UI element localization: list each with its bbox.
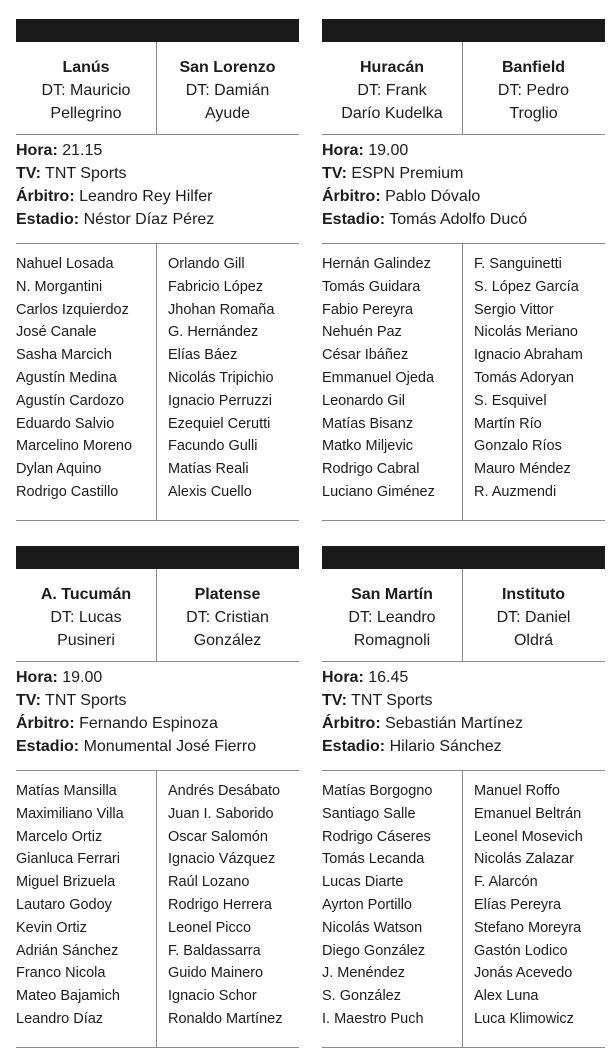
player: César Ibáñez xyxy=(322,347,409,364)
away-lineup xyxy=(157,244,298,520)
away-lineup xyxy=(157,771,298,1047)
player: S. Esquivel xyxy=(474,392,547,409)
player: Gianluca Ferrari xyxy=(16,851,120,868)
home-coach: DT: Frank xyxy=(357,82,427,99)
teams-row xyxy=(322,569,605,662)
card-header-bar xyxy=(16,19,299,42)
info-arbitro: Árbitro: Fernando Espinoza xyxy=(16,715,218,732)
player: Matías Reali xyxy=(168,461,249,478)
player: Alexis Cuello xyxy=(168,483,252,500)
player: Orlando Gill xyxy=(168,256,245,272)
player: Stefano Moreyra xyxy=(474,919,582,936)
player: Matías Borgogno xyxy=(322,783,433,799)
match-info xyxy=(16,135,299,244)
lineups xyxy=(16,244,299,521)
home-coach-name: Pellegrino xyxy=(50,105,122,122)
teams-row xyxy=(16,569,299,662)
away-coach: DT: Daniel xyxy=(496,609,571,626)
lineups xyxy=(322,244,605,521)
player: Marcelino Moreno xyxy=(16,438,133,455)
player: Sergio Vittor xyxy=(474,301,554,318)
player: Luciano Giménez xyxy=(322,483,435,500)
home-coach: DT: Leandro xyxy=(348,609,436,626)
match-card xyxy=(322,546,605,1048)
card-header-bar xyxy=(16,546,299,569)
info-arbitro: Árbitro: Sebastián Martínez xyxy=(322,715,523,732)
player: Sasha Marcich xyxy=(16,347,112,364)
player: Tomás Guidara xyxy=(322,278,421,295)
player: Alex Luna xyxy=(474,988,539,1005)
player: Mauro Méndez xyxy=(474,461,571,478)
info-tv: TV: TNT Sports xyxy=(322,692,433,709)
player: Ronaldo Martínez xyxy=(168,1010,283,1027)
player: I. Maestro Puch xyxy=(322,1010,424,1027)
info-arbitro: Árbitro: Leandro Rey Hilfer xyxy=(16,188,213,205)
info-hora: Hora: 19.00 xyxy=(16,669,103,686)
player: Franco Nicola xyxy=(16,965,106,982)
player: Juan I. Saborido xyxy=(168,805,274,822)
player: J. Menéndez xyxy=(322,965,406,982)
home-team xyxy=(16,42,157,134)
home-team-name: A. Tucumán xyxy=(40,586,132,603)
away-coach-name: Troglio xyxy=(509,105,558,122)
away-team-name: Banfield xyxy=(501,59,566,76)
info-tv: TV: TNT Sports xyxy=(16,165,127,182)
teams-row xyxy=(16,42,299,135)
player: Andrés Desábato xyxy=(168,783,281,799)
away-coach-name: Oldrá xyxy=(513,632,554,649)
away-coach-name: González xyxy=(193,632,262,649)
card-header-bar xyxy=(322,546,605,569)
player: Ayrton Portillo xyxy=(322,896,412,913)
player: Gastón Lodico xyxy=(474,942,568,959)
player: Ignacio Vázquez xyxy=(168,851,276,868)
info-hora: Hora: 16.45 xyxy=(322,669,409,686)
player: Dylan Aquino xyxy=(16,461,102,478)
home-coach: DT: Mauricio xyxy=(41,82,131,99)
player: Leonel Mosevich xyxy=(474,828,583,845)
home-coach: DT: Lucas xyxy=(50,609,122,626)
player: Luca Klimowicz xyxy=(474,1010,574,1027)
player: Santiago Salle xyxy=(322,805,416,822)
info-hora: Hora: 21.15 xyxy=(16,142,103,159)
info-tv: TV: TNT Sports xyxy=(16,692,127,709)
match-card xyxy=(16,546,299,1048)
player: Nahuel Losada xyxy=(16,256,114,272)
player: Nicolás Tripichio xyxy=(168,369,274,386)
player: Martín Río xyxy=(474,415,542,432)
teams-row xyxy=(322,42,605,135)
player: Rodrigo Herrera xyxy=(168,896,272,913)
player: Lautaro Godoy xyxy=(16,896,112,913)
player: Carlos Izquierdoz xyxy=(16,301,129,318)
player: Nicolás Watson xyxy=(322,919,423,936)
card-header-bar xyxy=(322,19,605,42)
away-team xyxy=(463,569,604,661)
away-team-name: Platense xyxy=(194,586,261,603)
player: Ignacio Schor xyxy=(168,988,257,1005)
player: Agustín Medina xyxy=(16,369,117,386)
player: F. Alarcón xyxy=(474,874,538,891)
player: F. Sanguinetti xyxy=(474,256,562,272)
player: Diego González xyxy=(322,942,426,959)
home-coach-name: Darío Kudelka xyxy=(341,105,443,122)
player: Ignacio Abraham xyxy=(474,347,583,364)
home-lineup xyxy=(322,771,463,1047)
home-coach-name: Romagnoli xyxy=(353,632,431,649)
player: Adrián Sánchez xyxy=(16,942,119,959)
home-team xyxy=(322,569,463,661)
info-estadio: Estadio: Tomás Adolfo Ducó xyxy=(322,211,528,228)
player: Tomás Lecanda xyxy=(322,851,425,868)
player: José Canale xyxy=(16,324,97,341)
player: Marcelo Ortiz xyxy=(16,828,103,845)
player: Agustín Cardozo xyxy=(16,392,125,409)
match-info xyxy=(322,135,605,244)
player: Fabio Pereyra xyxy=(322,301,414,318)
player: Raúl Lozano xyxy=(168,874,250,891)
player: Oscar Salomón xyxy=(168,828,268,845)
player: Manuel Roffo xyxy=(474,783,560,799)
home-team xyxy=(16,569,157,661)
player: Matko Miljevic xyxy=(322,438,414,455)
player: Guido Mainero xyxy=(168,965,264,982)
player: Rodrigo Cáseres xyxy=(322,828,431,845)
player: Emmanuel Ojeda xyxy=(322,369,435,386)
match-info xyxy=(322,662,605,771)
info-estadio: Estadio: Hilario Sánchez xyxy=(322,738,502,755)
player: Matías Bisanz xyxy=(322,415,414,432)
away-team-name: Instituto xyxy=(501,586,566,603)
player: F. Baldassarra xyxy=(168,942,261,959)
player: S. López García xyxy=(474,278,579,295)
away-lineup xyxy=(463,771,604,1047)
lineups xyxy=(16,771,299,1048)
player: Kevin Ortiz xyxy=(16,919,87,936)
home-lineup xyxy=(16,244,157,520)
away-team-name: San Lorenzo xyxy=(179,59,276,76)
player: Miguel Brizuela xyxy=(16,874,116,891)
player: Leonel Picco xyxy=(168,919,252,936)
player: Mateo Bajamich xyxy=(16,988,120,1005)
player: Tomás Adoryan xyxy=(474,369,574,386)
player: N. Morgantini xyxy=(16,278,103,295)
match-info xyxy=(16,662,299,771)
home-team xyxy=(322,42,463,134)
player: Ezequiel Cerutti xyxy=(168,415,271,432)
player: Lucas Diarte xyxy=(322,874,404,891)
home-team-name: San Martín xyxy=(351,586,433,603)
player: Gonzalo Ríos xyxy=(474,438,562,455)
info-estadio: Estadio: Monumental José Fierro xyxy=(16,738,257,755)
player: Leonardo Gil xyxy=(322,392,406,409)
player: Rodrigo Cabral xyxy=(322,461,420,478)
player: Ignacio Perruzzi xyxy=(168,392,272,409)
player: Maximiliano Villa xyxy=(16,805,124,822)
player: Facundo Gulli xyxy=(168,438,258,455)
away-team xyxy=(157,569,298,661)
away-coach-name: Ayude xyxy=(204,105,251,122)
away-coach: DT: Damián xyxy=(185,82,270,99)
info-estadio: Estadio: Néstor Díaz Pérez xyxy=(16,211,215,228)
player: Elías Pereyra xyxy=(474,896,562,913)
lineups xyxy=(322,771,605,1048)
match-card xyxy=(322,19,605,521)
info-tv: TV: ESPN Premium xyxy=(322,165,464,182)
away-coach: DT: Pedro xyxy=(497,82,570,99)
player: Jonás Acevedo xyxy=(474,965,573,982)
player: Nicolás Meriano xyxy=(474,324,578,341)
player: S. González xyxy=(322,988,401,1005)
home-coach-name: Pusineri xyxy=(57,632,115,649)
home-lineup xyxy=(322,244,463,520)
match-card xyxy=(16,19,299,521)
player: Rodrigo Castillo xyxy=(16,483,119,500)
player: Matías Mansilla xyxy=(16,783,117,799)
player: Fabricio López xyxy=(168,278,264,295)
away-team xyxy=(157,42,298,134)
player: Hernán Galindez xyxy=(322,256,431,272)
player: Elías Báez xyxy=(168,347,238,364)
player: Jhohan Romaña xyxy=(168,301,275,318)
info-hora: Hora: 19.00 xyxy=(322,142,409,159)
info-arbitro: Árbitro: Pablo Dóvalo xyxy=(322,188,481,205)
player: Nicolás Zalazar xyxy=(474,851,574,868)
player: R. Auzmendi xyxy=(474,483,557,500)
away-lineup xyxy=(463,244,604,520)
player: G. Hernández xyxy=(168,324,259,341)
player: Eduardo Salvio xyxy=(16,415,115,432)
away-coach: DT: Cristian xyxy=(186,609,269,626)
home-lineup xyxy=(16,771,157,1047)
home-team-name: Lanús xyxy=(62,59,110,76)
home-team-name: Huracán xyxy=(359,59,425,76)
player: Emanuel Beltrán xyxy=(474,805,582,822)
player: Nehuén Paz xyxy=(322,324,402,341)
away-team xyxy=(463,42,604,134)
player: Leandro Díaz xyxy=(16,1010,104,1027)
